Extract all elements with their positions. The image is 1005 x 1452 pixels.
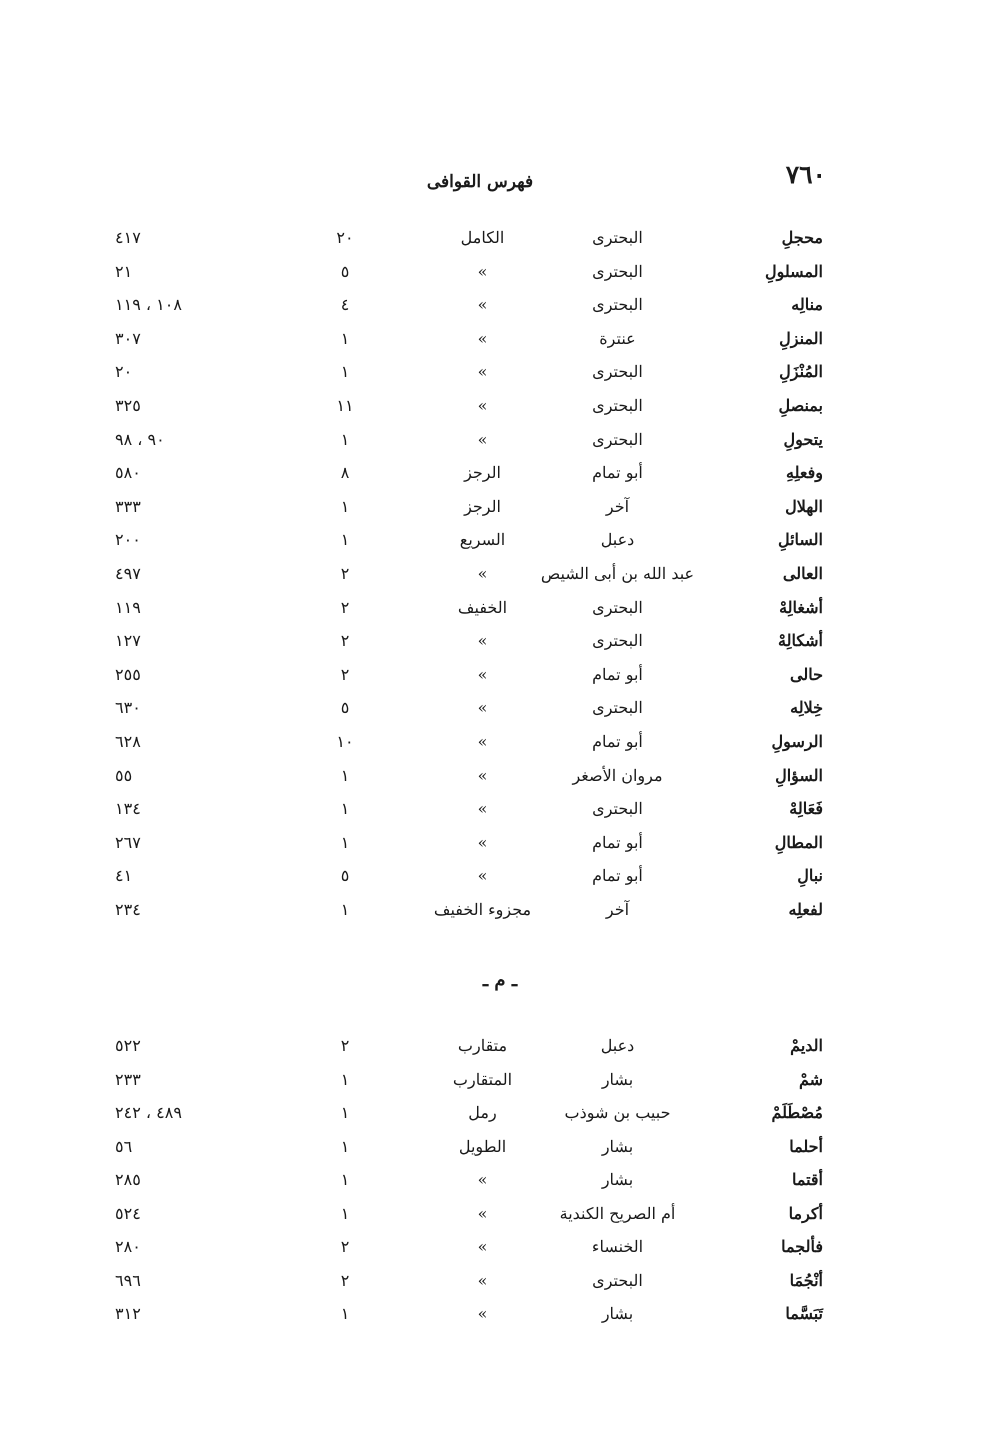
meter-name: » [477, 732, 488, 751]
verse-count: ١ [340, 799, 350, 819]
poet-name: البحترى [592, 396, 643, 415]
verse-count: ١ [340, 1103, 350, 1122]
meter-name: » [477, 1304, 488, 1323]
rhyme-word: أنْجُمَا [789, 1270, 823, 1290]
page-references: ٢٥٥ [115, 664, 141, 684]
rhyme-word: لفعلِه [788, 900, 823, 919]
page-number: ٧٦٠ [785, 160, 826, 189]
meter-name: الرجز [464, 463, 501, 483]
meter-name: » [477, 799, 488, 819]
index-row [0, 861, 1005, 891]
index-row [0, 1132, 1005, 1162]
meter-name: » [477, 396, 488, 415]
verse-count: ١ [340, 1304, 350, 1323]
rhyme-word: أشغالِهْ [779, 597, 823, 617]
page-references: ١١٩ [115, 597, 141, 617]
meter-name: » [477, 1237, 488, 1256]
page-references: ٢١ [115, 261, 133, 281]
verse-count: ١٠ [336, 732, 354, 751]
page-references: ٣٣٣ [115, 496, 141, 516]
meter-name: » [477, 362, 488, 382]
index-row [0, 357, 1005, 387]
index-row [0, 895, 1005, 925]
verse-count: ٢ [340, 597, 350, 617]
poet-name: بشار [601, 1136, 634, 1156]
verse-count: ٤ [340, 295, 350, 315]
page-references: ٥٦ [115, 1136, 133, 1156]
meter-name: » [477, 866, 488, 886]
poet-name: بشار [601, 1304, 634, 1323]
index-row [0, 1266, 1005, 1296]
poet-name: أبو تمام [592, 866, 643, 886]
verse-count: ١ [340, 362, 350, 382]
verse-count: ٥ [340, 866, 350, 886]
index-row [0, 1232, 1005, 1262]
page-references: ٤١ [115, 866, 133, 886]
meter-name: » [477, 832, 488, 852]
poet-name: أبو تمام [592, 664, 643, 684]
page-title: فهرس القوافى [426, 172, 534, 192]
poet-name: حبيب بن شوذب [564, 1103, 671, 1122]
verse-count: ٢ [340, 1237, 350, 1256]
page-references: ٤١٧ [115, 228, 141, 247]
page-references: ٤٩٧ [115, 564, 141, 583]
page-references: ٥٢٢ [115, 1036, 141, 1055]
poet-name: أبو تمام [592, 463, 643, 483]
rhyme-word: أكرما [788, 1203, 823, 1223]
poet-name: البحترى [592, 429, 643, 449]
rhyme-word: أقتما [791, 1170, 823, 1189]
poet-name: البحترى [592, 228, 643, 247]
page-references: ٤٨٩ ، ٢٤٢ [115, 1103, 182, 1122]
index-row [0, 1065, 1005, 1095]
meter-name: الكامل [460, 228, 505, 247]
index-row [0, 693, 1005, 723]
rhyme-word: المُنْزَلِ [779, 362, 823, 382]
verse-count: ١ [340, 765, 350, 785]
meter-name: » [477, 1270, 488, 1290]
meter-name: مجزوء الخفيف [433, 900, 532, 919]
verse-count: ١ [340, 530, 350, 550]
verse-count: ١ [340, 832, 350, 852]
page-references: ٢٨٥ [115, 1170, 141, 1189]
verse-count: ١ [340, 429, 350, 449]
page-references: ٢٨٠ [115, 1237, 141, 1256]
index-row [0, 425, 1005, 455]
poet-name: البحترى [592, 799, 643, 819]
index-row [0, 660, 1005, 690]
meter-name: » [477, 664, 488, 684]
rhyme-word: المطالِ [774, 832, 823, 852]
poet-name: عنترة [599, 328, 636, 348]
index-row [0, 559, 1005, 589]
section-divider-mim: ـ م ـ [482, 970, 518, 991]
page-references: ٢٣٤ [115, 900, 141, 919]
index-row [0, 593, 1005, 623]
page-references: ١٣٤ [115, 799, 141, 819]
index-row [0, 1031, 1005, 1061]
poet-name: البحترى [592, 362, 643, 382]
rhyme-word: مُصْطَلَمْ [771, 1103, 823, 1122]
page-references: ٩٠ ، ٩٨ [115, 429, 165, 449]
rhyme-word: العالى [782, 564, 823, 583]
index-row [0, 1199, 1005, 1229]
page-references: ٢٠ [115, 362, 133, 382]
index-row [0, 626, 1005, 656]
index-row [0, 794, 1005, 824]
index-row [0, 1165, 1005, 1195]
rhyme-word: السائلِ [777, 530, 823, 550]
page-references: ٥٨٠ [115, 463, 141, 483]
verse-count: ١ [340, 328, 350, 348]
poet-name: عبد الله بن أبى الشيص [540, 564, 695, 583]
index-row [0, 391, 1005, 421]
meter-name: » [477, 698, 488, 718]
poet-name: البحترى [592, 295, 643, 315]
verse-count: ١ [340, 1136, 350, 1156]
rhyme-word: الديمْ [790, 1036, 823, 1055]
meter-name: » [477, 1170, 488, 1189]
poet-name: آخر [605, 900, 630, 919]
verse-count: ١ [340, 900, 350, 919]
rhyme-word: شمْ [798, 1069, 823, 1089]
rhyme-word: أشكالِهْ [777, 631, 823, 651]
verse-count: ٥ [340, 698, 350, 718]
meter-name: رمل [468, 1103, 497, 1122]
meter-name: » [477, 261, 488, 281]
verse-count: ٢ [340, 1270, 350, 1290]
index-row [0, 727, 1005, 757]
verse-count: ٢ [340, 564, 350, 583]
meter-name: الرجز [464, 496, 501, 516]
meter-name: الخفيف [457, 597, 508, 617]
poet-name: دعبل [600, 1036, 635, 1055]
page-references: ٢٦٧ [115, 832, 141, 852]
poet-name: دعبل [600, 530, 635, 550]
poet-name: الخنساء [591, 1237, 644, 1256]
rhyme-word: الهلال [785, 496, 823, 516]
verse-count: ٢ [340, 631, 350, 651]
page-references: ٦٩٦ [115, 1270, 141, 1290]
index-row [0, 525, 1005, 555]
page-references: ٣١٢ [115, 1304, 141, 1323]
rhyme-word: فألجما [781, 1237, 823, 1256]
poet-name: البحترى [592, 1270, 643, 1290]
verse-count: ١ [340, 1170, 350, 1189]
verse-count: ٢٠ [336, 228, 354, 247]
meter-name: » [477, 429, 488, 449]
page-references: ٦٢٨ [115, 732, 141, 751]
index-row [0, 324, 1005, 354]
index-row [0, 1299, 1005, 1329]
page-references: ٣٢٥ [115, 396, 141, 415]
index-row [0, 492, 1005, 522]
rhyme-word: أحلما [789, 1136, 823, 1156]
verse-count: ٢ [340, 1036, 350, 1055]
poet-name: البحترى [592, 597, 643, 617]
poet-name: مروان الأصغر [572, 765, 663, 785]
index-row [0, 223, 1005, 253]
meter-name: » [477, 1203, 488, 1223]
meter-name: » [477, 328, 488, 348]
index-row [0, 828, 1005, 858]
rhyme-word: نبالِ [797, 866, 823, 886]
rhyme-word: تَبَسَّما [785, 1304, 823, 1323]
rhyme-word: الرسولِ [771, 732, 823, 751]
rhyme-word: المسلولِ [764, 261, 823, 281]
verse-count: ١١ [336, 396, 354, 415]
index-row [0, 290, 1005, 320]
meter-name: » [477, 631, 488, 651]
index-row [0, 458, 1005, 488]
rhyme-word: خِلالِه [790, 698, 823, 718]
rhyme-word: السؤالِ [775, 765, 823, 785]
rhyme-word: حالى [790, 664, 823, 684]
page-references: ٦٣٠ [115, 698, 141, 718]
verse-count: ٥ [340, 261, 350, 281]
index-row [0, 761, 1005, 791]
rhyme-word: فَعَالِهْ [789, 799, 823, 819]
rhyme-word: وفعلِهِ [786, 463, 823, 483]
index-row [0, 1098, 1005, 1128]
poet-name: أبو تمام [592, 732, 643, 751]
verse-count: ١ [340, 496, 350, 516]
meter-name: متقارب [457, 1036, 508, 1055]
meter-name: » [477, 765, 488, 785]
meter-name: المتقارب [452, 1069, 513, 1089]
page-references: ٣٠٧ [115, 328, 141, 348]
verse-count: ١ [340, 1069, 350, 1089]
rhyme-word: يتحولِ [783, 429, 823, 449]
poet-name: البحترى [592, 631, 643, 651]
meter-name: الطويل [458, 1136, 507, 1156]
poet-name: أم الصريح الكندية [559, 1203, 676, 1223]
poet-name: بشار [601, 1170, 634, 1189]
page-references: ٥٢٤ [115, 1203, 141, 1223]
page-references: ٢٣٣ [115, 1069, 141, 1089]
poet-name: بشار [601, 1069, 634, 1089]
rhyme-word: المنزلِ [779, 328, 823, 348]
rhyme-word: محجلِ [781, 228, 823, 247]
index-row [0, 257, 1005, 287]
verse-count: ٢ [340, 664, 350, 684]
page-references: ٥٥ [115, 765, 133, 785]
page-references: ٢٠٠ [115, 530, 141, 550]
poet-name: البحترى [592, 261, 643, 281]
meter-name: » [477, 295, 488, 315]
poet-name: البحترى [592, 698, 643, 718]
verse-count: ٨ [340, 463, 350, 483]
page-references: ١٢٧ [115, 631, 141, 651]
meter-name: » [477, 564, 488, 583]
poet-name: آخر [605, 496, 630, 516]
rhyme-word: منالِه [791, 295, 823, 315]
meter-name: السريع [459, 530, 506, 550]
poet-name: أبو تمام [592, 832, 643, 852]
page-references: ١٠٨ ، ١١٩ [115, 295, 182, 315]
verse-count: ١ [340, 1203, 350, 1223]
rhyme-word: بمنصلِ [778, 396, 823, 415]
